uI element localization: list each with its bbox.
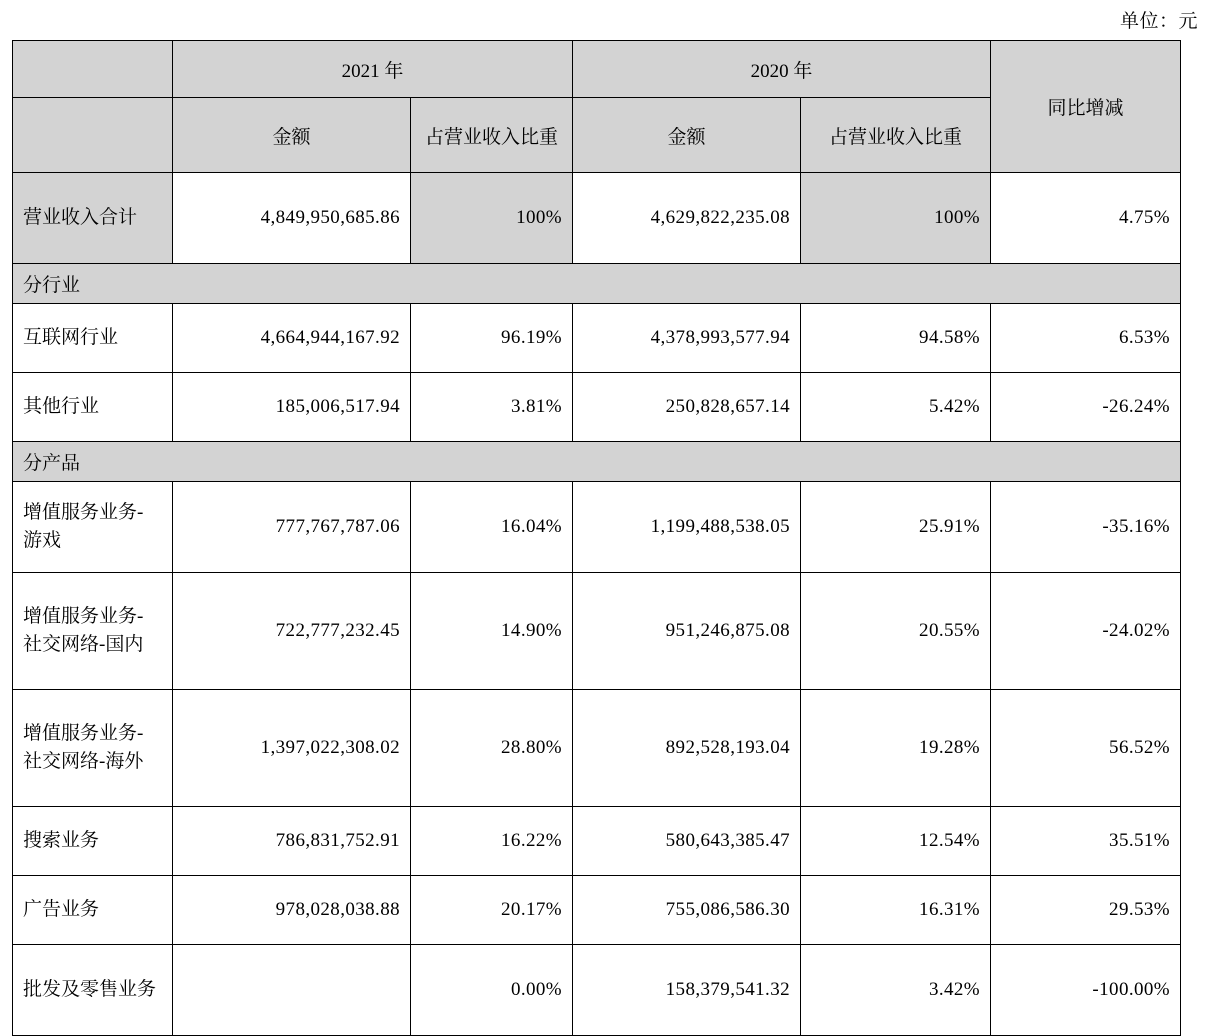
header-corner-blank xyxy=(13,41,173,98)
row-label: 其他行业 xyxy=(13,373,173,442)
cell-yoy: -26.24% xyxy=(991,373,1181,442)
cell-amount-2020: 580,643,385.47 xyxy=(573,807,801,876)
cell-amount-2021: 786,831,752.91 xyxy=(173,807,411,876)
cell-amount-2021: 777,767,787.06 xyxy=(173,482,411,573)
cell-ratio-2020: 5.42% xyxy=(801,373,991,442)
header-year-2020: 2020 年 xyxy=(573,41,991,98)
header-amount-2020: 金额 xyxy=(573,98,801,173)
table-row xyxy=(13,807,1181,876)
row-label: 互联网行业 xyxy=(13,304,173,373)
row-label: 批发及零售业务 xyxy=(13,945,173,1036)
cell-ratio-2020: 16.31% xyxy=(801,876,991,945)
total-amount-2021: 4,849,950,685.86 xyxy=(173,173,411,264)
cell-ratio-2020: 20.55% xyxy=(801,573,991,690)
cell-ratio-2021: 20.17% xyxy=(411,876,573,945)
cell-ratio-2021: 16.22% xyxy=(411,807,573,876)
cell-amount-2020: 1,199,488,538.05 xyxy=(573,482,801,573)
header-yoy: 同比增减 xyxy=(991,41,1181,173)
header-subcorner-blank xyxy=(13,98,173,173)
cell-amount-2020: 951,246,875.08 xyxy=(573,573,801,690)
unit-note: 单位：元 xyxy=(1119,11,1198,32)
header-amount-2021: 金额 xyxy=(173,98,411,173)
cell-ratio-2020: 3.42% xyxy=(801,945,991,1036)
cell-yoy: -100.00% xyxy=(991,945,1181,1036)
cell-ratio-2020: 25.91% xyxy=(801,482,991,573)
table-row-total xyxy=(13,173,1181,264)
cell-ratio-2021: 3.81% xyxy=(411,373,573,442)
cell-ratio-2021: 0.00% xyxy=(411,945,573,1036)
row-label-total: 营业收入合计 xyxy=(13,173,173,264)
row-label: 搜索业务 xyxy=(13,807,173,876)
cell-yoy: 29.53% xyxy=(991,876,1181,945)
cell-amount-2020: 250,828,657.14 xyxy=(573,373,801,442)
cell-ratio-2021: 14.90% xyxy=(411,573,573,690)
cell-ratio-2020: 19.28% xyxy=(801,690,991,807)
header-ratio-2020: 占营业收入比重 xyxy=(801,98,991,173)
cell-ratio-2020: 94.58% xyxy=(801,304,991,373)
cell-amount-2020: 4,378,993,577.94 xyxy=(573,304,801,373)
table-row xyxy=(13,573,1181,690)
total-amount-2020: 4,629,822,235.08 xyxy=(573,173,801,264)
row-label: 增值服务业务-社交网络-国内 xyxy=(13,573,173,690)
cell-amount-2021 xyxy=(173,945,411,1036)
table-row xyxy=(13,690,1181,807)
cell-amount-2021: 978,028,038.88 xyxy=(173,876,411,945)
cell-amount-2020: 755,086,586.30 xyxy=(573,876,801,945)
row-label: 增值服务业务-游戏 xyxy=(13,482,173,573)
total-yoy: 4.75% xyxy=(991,173,1181,264)
table-header-row-top xyxy=(13,41,1181,98)
table-row xyxy=(13,304,1181,373)
table-row xyxy=(13,373,1181,442)
section-title-product: 分产品 xyxy=(13,442,1181,482)
cell-ratio-2021: 96.19% xyxy=(411,304,573,373)
table-row xyxy=(13,945,1181,1036)
total-ratio-2020: 100% xyxy=(801,173,991,264)
total-ratio-2021: 100% xyxy=(411,173,573,264)
header-ratio-2021: 占营业收入比重 xyxy=(411,98,573,173)
cell-yoy: 35.51% xyxy=(991,807,1181,876)
cell-amount-2021: 722,777,232.45 xyxy=(173,573,411,690)
cell-amount-2021: 4,664,944,167.92 xyxy=(173,304,411,373)
cell-ratio-2021: 16.04% xyxy=(411,482,573,573)
cell-yoy: 6.53% xyxy=(991,304,1181,373)
cell-yoy: -24.02% xyxy=(991,573,1181,690)
cell-amount-2020: 158,379,541.32 xyxy=(573,945,801,1036)
section-header-industry xyxy=(13,264,1181,304)
header-year-2021: 2021 年 xyxy=(173,41,573,98)
cell-yoy: 56.52% xyxy=(991,690,1181,807)
section-header-product xyxy=(13,442,1181,482)
section-title-industry: 分行业 xyxy=(13,264,1181,304)
table-row xyxy=(13,482,1181,573)
cell-yoy: -35.16% xyxy=(991,482,1181,573)
cell-amount-2021: 1,397,022,308.02 xyxy=(173,690,411,807)
cell-ratio-2020: 12.54% xyxy=(801,807,991,876)
row-label: 广告业务 xyxy=(13,876,173,945)
revenue-breakdown-table xyxy=(12,40,1181,1036)
cell-amount-2020: 892,528,193.04 xyxy=(573,690,801,807)
cell-amount-2021: 185,006,517.94 xyxy=(173,373,411,442)
table-row xyxy=(13,876,1181,945)
row-label: 增值服务业务-社交网络-海外 xyxy=(13,690,173,807)
cell-ratio-2021: 28.80% xyxy=(411,690,573,807)
